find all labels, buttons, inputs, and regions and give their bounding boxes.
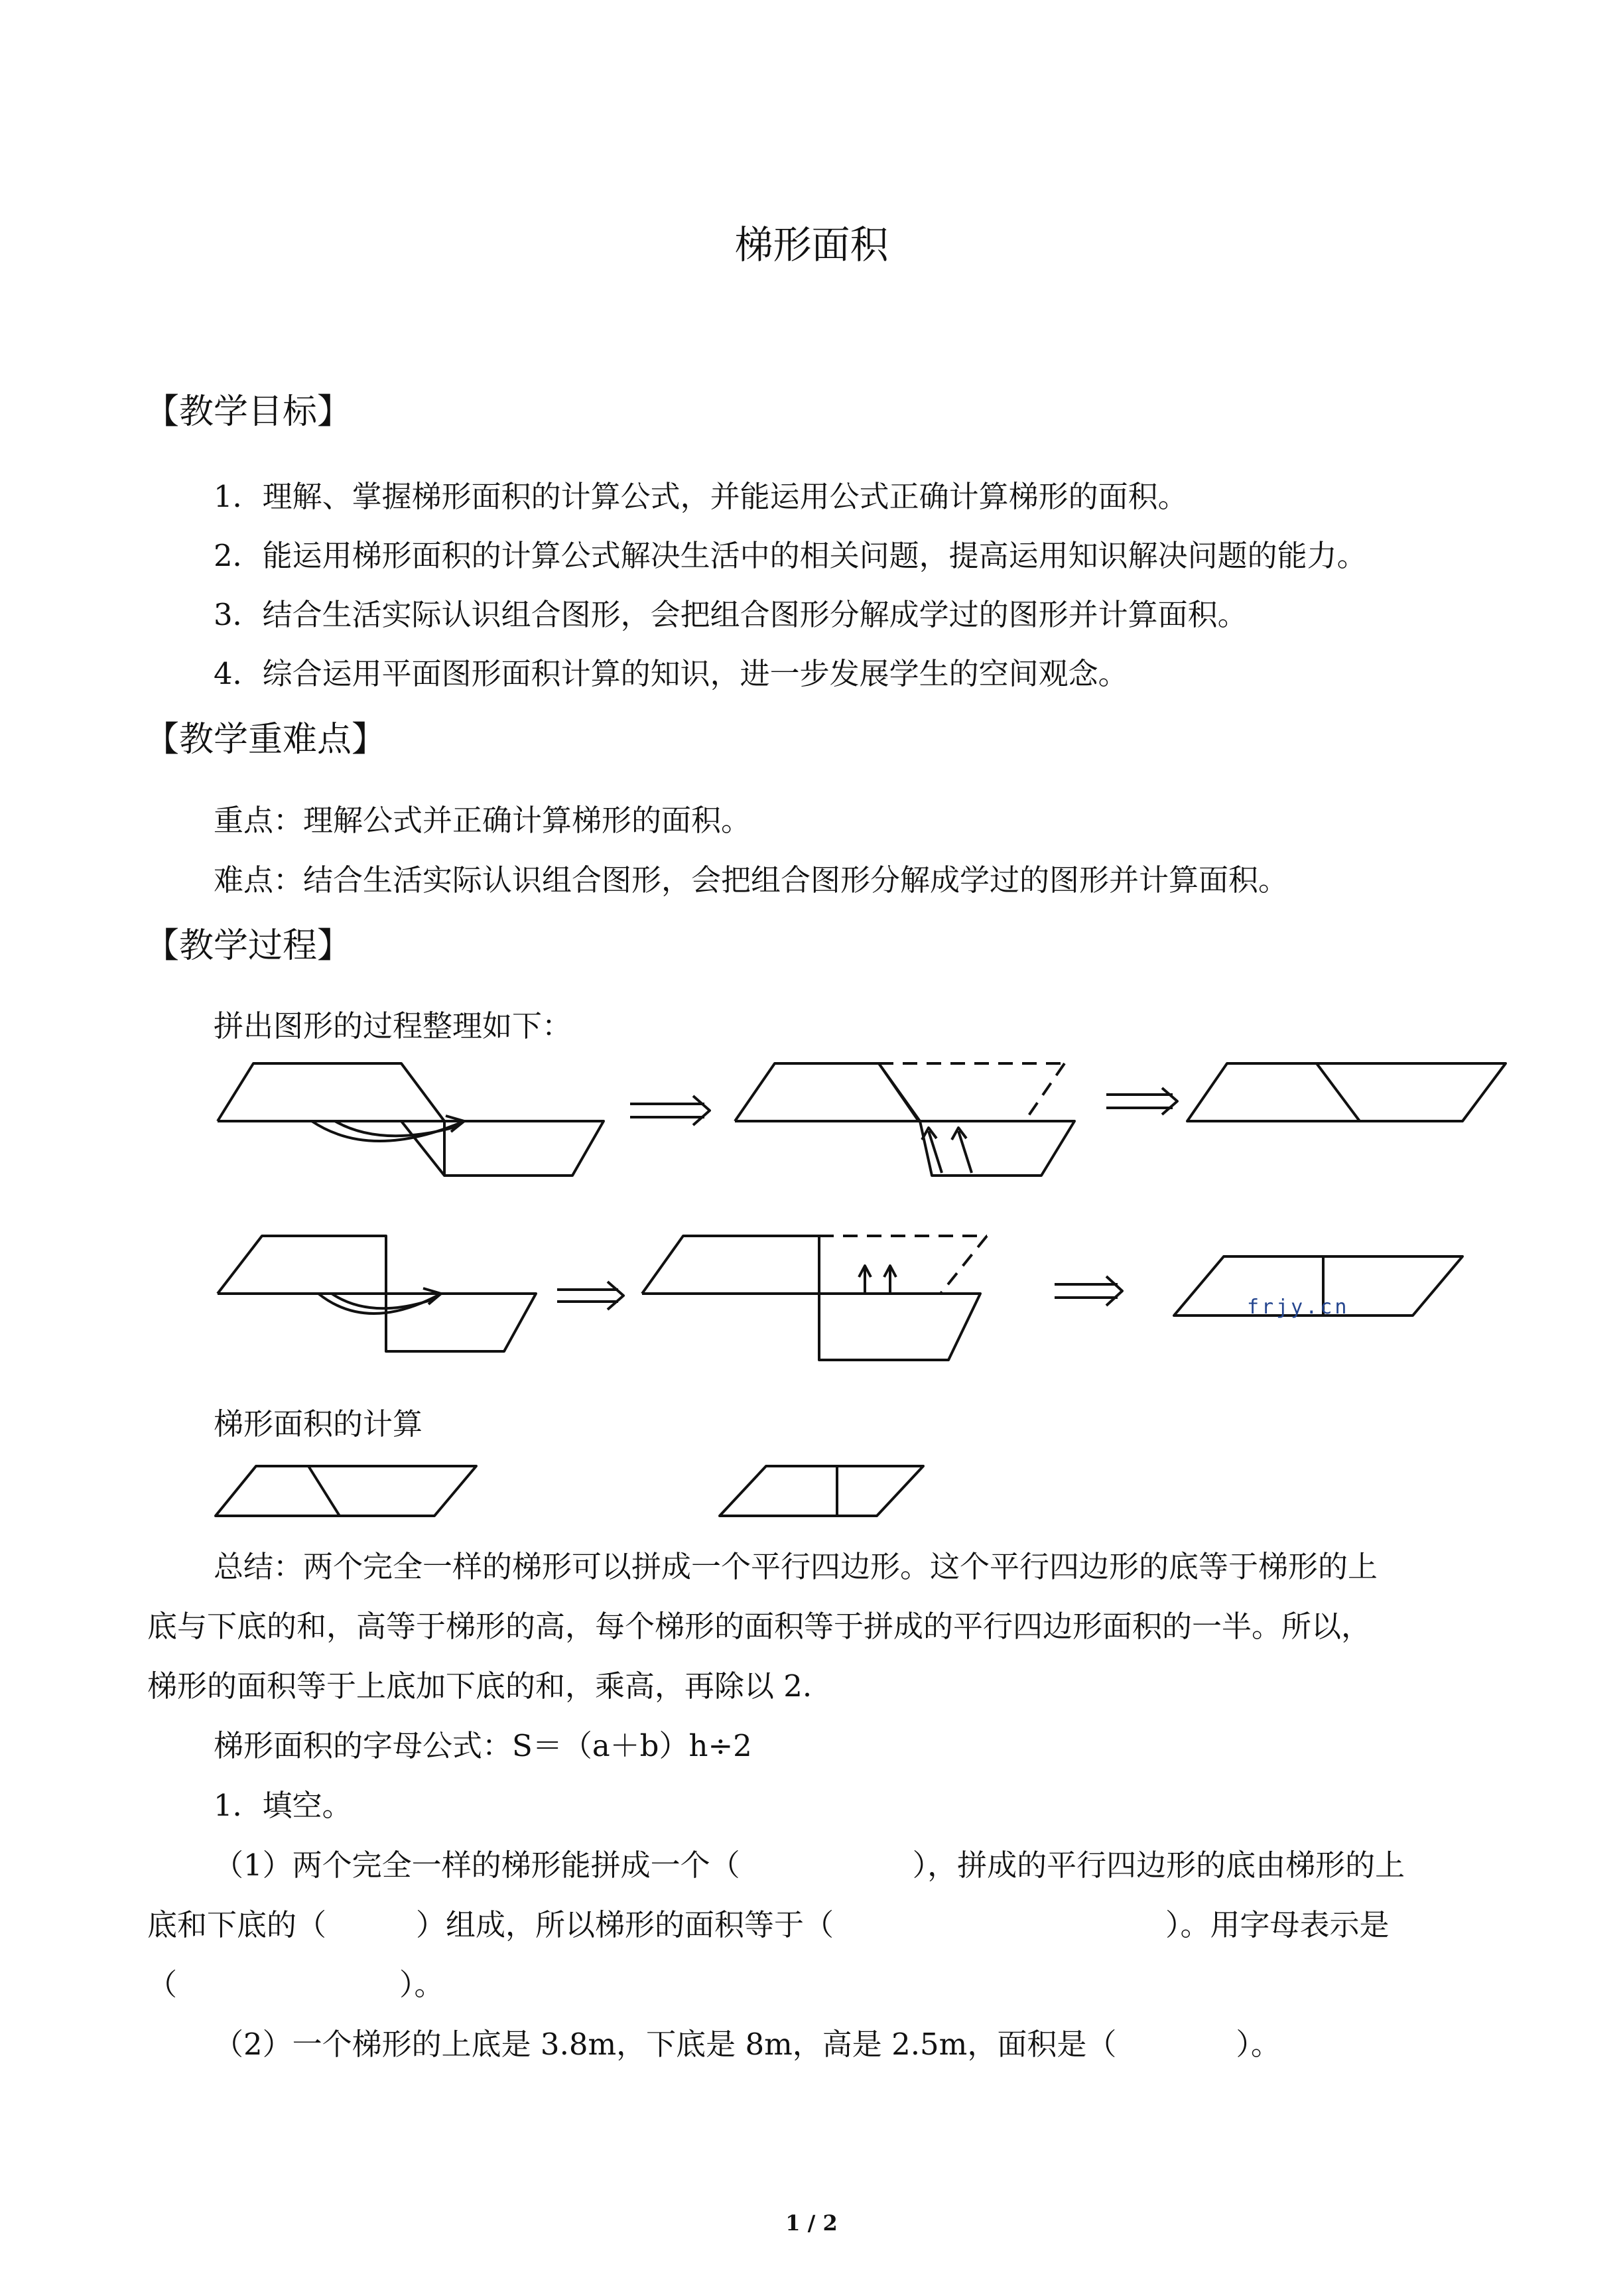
watermark-text: frjy.cn (1247, 1296, 1350, 1319)
exercise-title: 1．填空。 (214, 1788, 352, 1823)
summary-line-1: 总结：两个完全一样的梯形可以拼成一个平行四边形。这个平行四边形的底等于梯形的上 (214, 1549, 1378, 1584)
calc-parallelogram-split (720, 1466, 923, 1516)
key-difficult-heading: 【教学重难点】 (145, 720, 387, 760)
goal-item-1: 1．理解、掌握梯形面积的计算公式，并能运用公式正确计算梯形的面积。 (214, 479, 1188, 514)
row2-step1-rotate (218, 1236, 536, 1351)
exercise-1-text: ），拼成的平行四边形的底由梯形的上 (912, 1848, 1405, 1883)
row1-arrow-1 (630, 1096, 710, 1125)
calc-trapezoid-split (216, 1466, 476, 1516)
goal-item-2: 2．能运用梯形面积的计算公式解决生活中的相关问题，提高运用知识解决问题的能力。 (214, 538, 1367, 573)
row1-step1-rotate (218, 1063, 604, 1176)
area-formula: 梯形面积的字母公式：S＝（a＋b）h÷2 (214, 1728, 752, 1763)
exercise-2-line (214, 2020, 1281, 2063)
exercise-1-line-2 (147, 1901, 1390, 1944)
exercise-2-text: （2）一个梯形的上底是 3.8m，下底是 8m，高是 2.5m，面积是（ (214, 2027, 1117, 2062)
exercise-1-text: （1）两个完全一样的梯形能拼成一个（ (214, 1848, 740, 1883)
row2-arrow-2 (1055, 1276, 1122, 1306)
row1-step2-translate (735, 1063, 1074, 1176)
exercise-1-text: ）。用字母表示是 (1165, 1907, 1390, 1942)
goals-heading: 【教学目标】 (145, 392, 352, 432)
process-heading: 【教学过程】 (145, 926, 352, 966)
summary-line-2: 底与下底的和，高等于梯形的高，每个梯形的面积等于拼成的平行四边形面积的一半。所以， (147, 1609, 1372, 1644)
exercise-2-text: ）。 (1236, 2027, 1281, 2062)
exercise-1-text: 底和下底的（ (147, 1907, 327, 1942)
row2-arrow-1 (557, 1282, 623, 1310)
exercise-1-text: ）。 (399, 1967, 444, 2002)
exercise-1-text: （ (147, 1967, 178, 2002)
goal-item-3: 3．结合生活实际认识组合图形，会把组合图形分解成学过的图形并计算面积。 (214, 597, 1248, 632)
page-number: 1 / 2 (785, 2210, 838, 2236)
key-point: 重点：理解公式并正确计算梯形的面积。 (214, 803, 751, 838)
row2-step2-translate (642, 1236, 987, 1360)
goal-item-4: 4．综合运用平面图形面积计算的知识，进一步发展学生的空间观念。 (214, 656, 1128, 691)
row1-arrow-2 (1106, 1088, 1177, 1114)
exercise-1-text: ）组成，所以梯形的面积等于（ (416, 1907, 834, 1942)
exercise-1-line-1 (214, 1841, 1405, 1884)
exercise-1-line-3 (147, 1960, 444, 2003)
process-intro: 拼出图形的过程整理如下： (214, 1008, 572, 1044)
row1-result-parallelogram (1187, 1063, 1506, 1121)
page-title: 梯形面积 (734, 222, 889, 267)
summary-line-3: 梯形的面积等于上底加下底的和，乘高，再除以 2. (147, 1668, 812, 1704)
difficult-point: 难点：结合生活实际认识组合图形，会把组合图形分解成学过的图形并计算面积。 (214, 862, 1289, 898)
calc-heading: 梯形面积的计算 (214, 1406, 423, 1442)
